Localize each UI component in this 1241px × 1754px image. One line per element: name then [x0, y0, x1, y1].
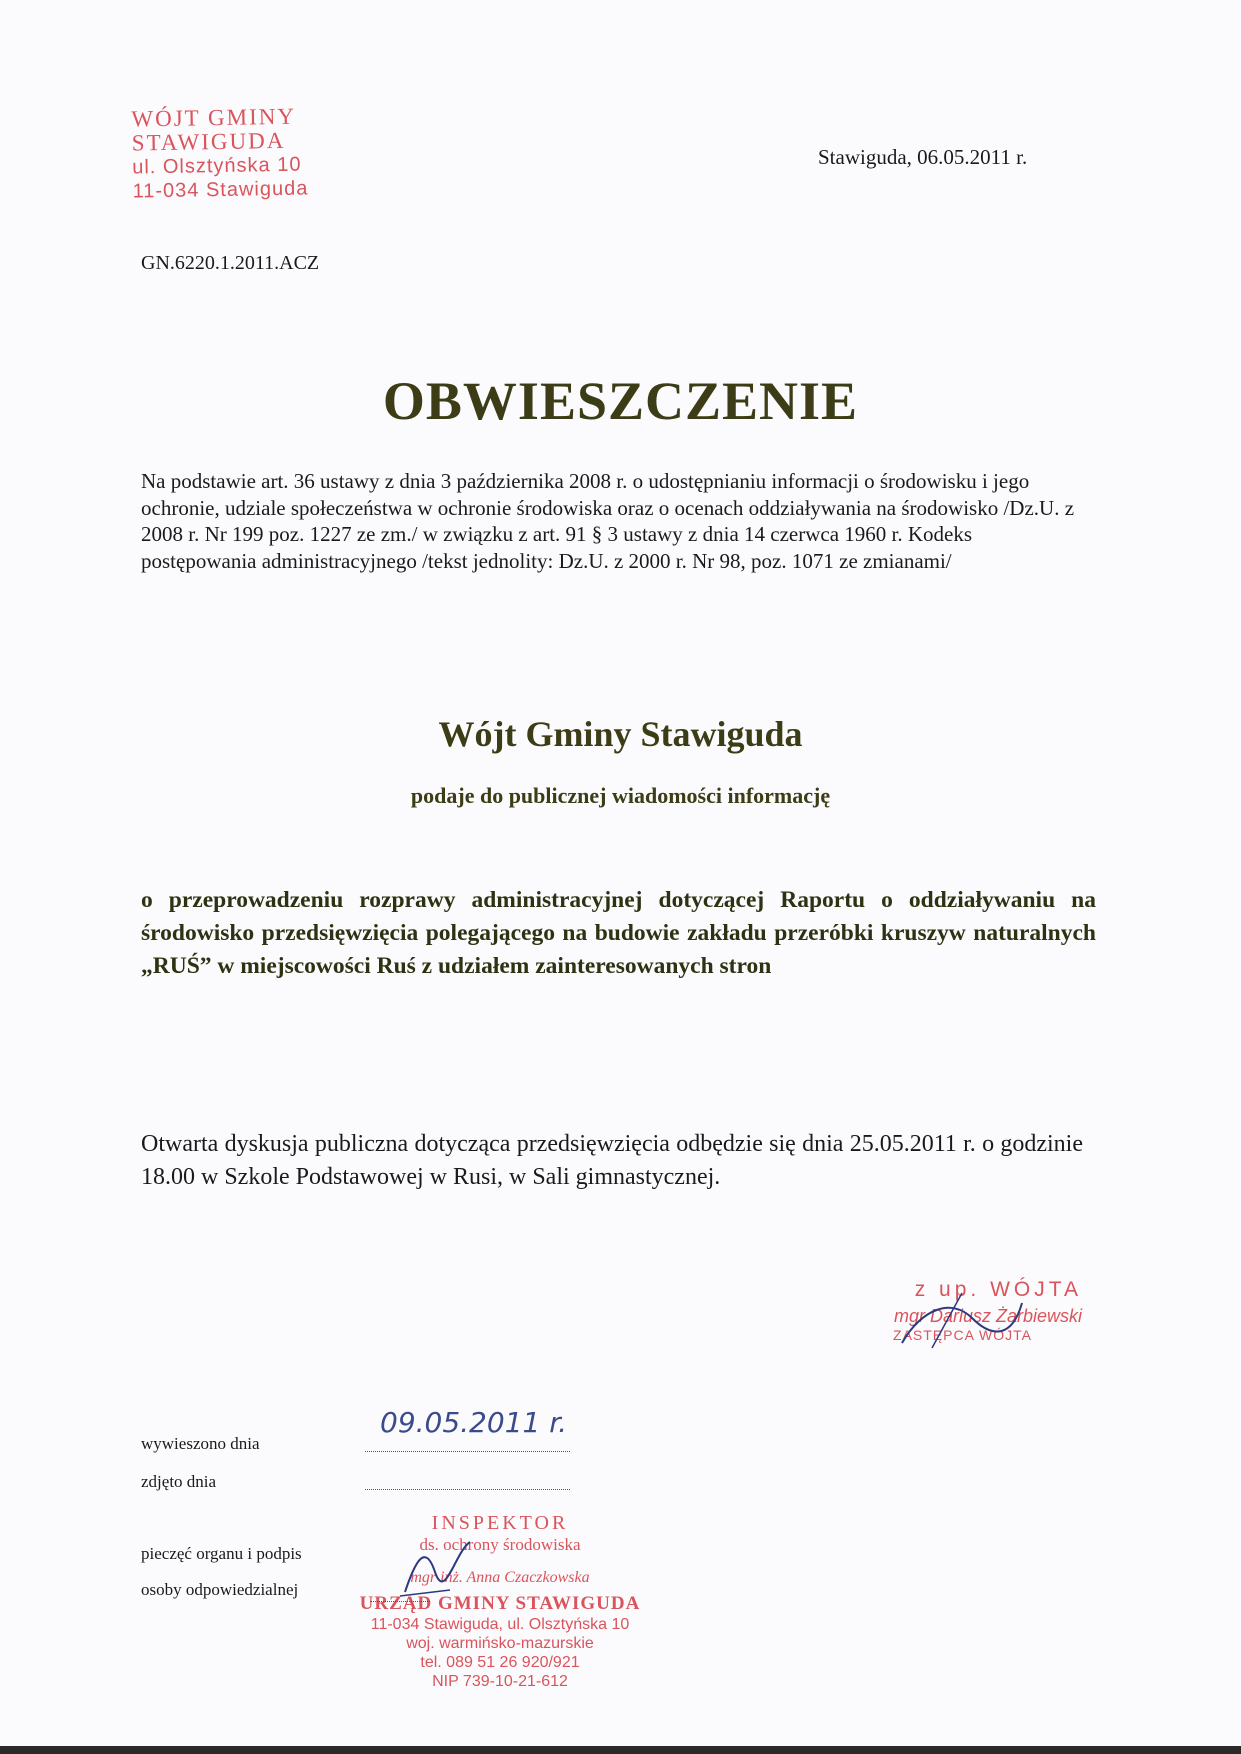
inspector-stamp-address: 11-034 Stawiguda, ul. Olsztyńska 10	[370, 1616, 630, 1633]
signature-stamp-name: mgr Dariusz Żarbiewski	[893, 1306, 1082, 1326]
stamp-line-2: STAWIGUDA	[131, 127, 286, 156]
legal-basis-paragraph: Na podstawie art. 36 ustawy z dnia 3 października 2008 r. o udostępnianiu informacji o środowisku i jego ochronie, udziale społeczeństwa w ochronie środowiska oraz o ocenach oddziaływania na środowisko /Dz.U. z 2008 r. Nr 199 poz. 1227 ze zm./ w związku z art. 91 § 3 ustawy z dnia 14 czerwca 1960 r. Kodeks postępowania administracyjnego /tekst jednolity: Dz.U. z 2000 r. Nr 98, poz. 1071 ze zmianami/	[141, 469, 1075, 573]
signature-stamp-line-1: z up. WÓJTA	[914, 1278, 1082, 1301]
removed-date-line	[365, 1488, 570, 1490]
stamp-line-4: 11-034 Stawiguda	[132, 177, 309, 203]
stamp-line-1: WÓJT GMINY	[131, 103, 297, 132]
document-title: OBWIESZCZENIE	[382, 371, 859, 431]
inspector-stamp-dept: ds. ochrony środowiska	[419, 1535, 581, 1554]
announcement-subheading: podaje do publicznej wiadomości informację	[410, 783, 831, 808]
inspector-stamp-title: INSPEKTOR	[431, 1512, 569, 1534]
document-date: Stawiguda, 06.05.2011 r.	[818, 145, 1028, 169]
inspector-signature-icon	[390, 1532, 480, 1602]
signature-stamp-role: ZASTĘPCA WÓJTA	[893, 1327, 1032, 1343]
inspector-stamp-office: URZĄD GMINY STAWIGUDA	[359, 1593, 641, 1614]
seal-label-line-1: pieczęć organu i podpis	[141, 1544, 302, 1563]
municipality-stamp	[131, 104, 308, 203]
stamp-line-3: ul. Olsztyńska 10	[132, 153, 302, 179]
inspector-stamp-phone: tel. 089 51 26 920/921	[420, 1654, 580, 1671]
posted-date-handwritten: 09.05.2011 r.	[380, 1406, 568, 1439]
seal-label-line-2: osoby odpowiedzialnej	[141, 1580, 299, 1599]
signature-scribble-icon	[892, 1288, 1032, 1358]
posted-date-line	[365, 1450, 570, 1452]
removed-label: zdjęto dnia	[141, 1472, 217, 1491]
posted-label: wywieszono dnia	[141, 1434, 260, 1453]
reference-number: GN.6220.1.2011.ACZ	[141, 252, 320, 274]
subject-paragraph: o przeprowadzeniu rozprawy administracyjnej dotyczącej Raportu o oddziaływaniu na środowisko przedsięwzięcia polegającego na budowie zakładu przeróbki kruszyw naturalnych „RUŚ” w miejscowości Ruś z udziałem zainteresowanych stron	[141, 887, 1096, 979]
scan-bottom-edge	[0, 1746, 1241, 1754]
authority-heading: Wójt Gminy Stawiguda	[438, 714, 803, 754]
discussion-paragraph: Otwarta dyskusja publiczna dotycząca przedsięwzięcia odbędzie się dnia 25.05.2011 r. o godzinie 18.00 w Szkole Podstawowej w Rusi, w Sali gimnastycznej.	[141, 1131, 1083, 1190]
inspector-stamp-region: woj. warmińsko-mazurskie	[406, 1635, 594, 1652]
inspector-stamp-nip: NIP 739-10-21-612	[432, 1673, 568, 1690]
signature-dots	[370, 1600, 430, 1602]
signature-stamp	[862, 1278, 1082, 1343]
inspector-stamp-name: mgr inż. Anna Czaczkowska	[410, 1569, 590, 1586]
